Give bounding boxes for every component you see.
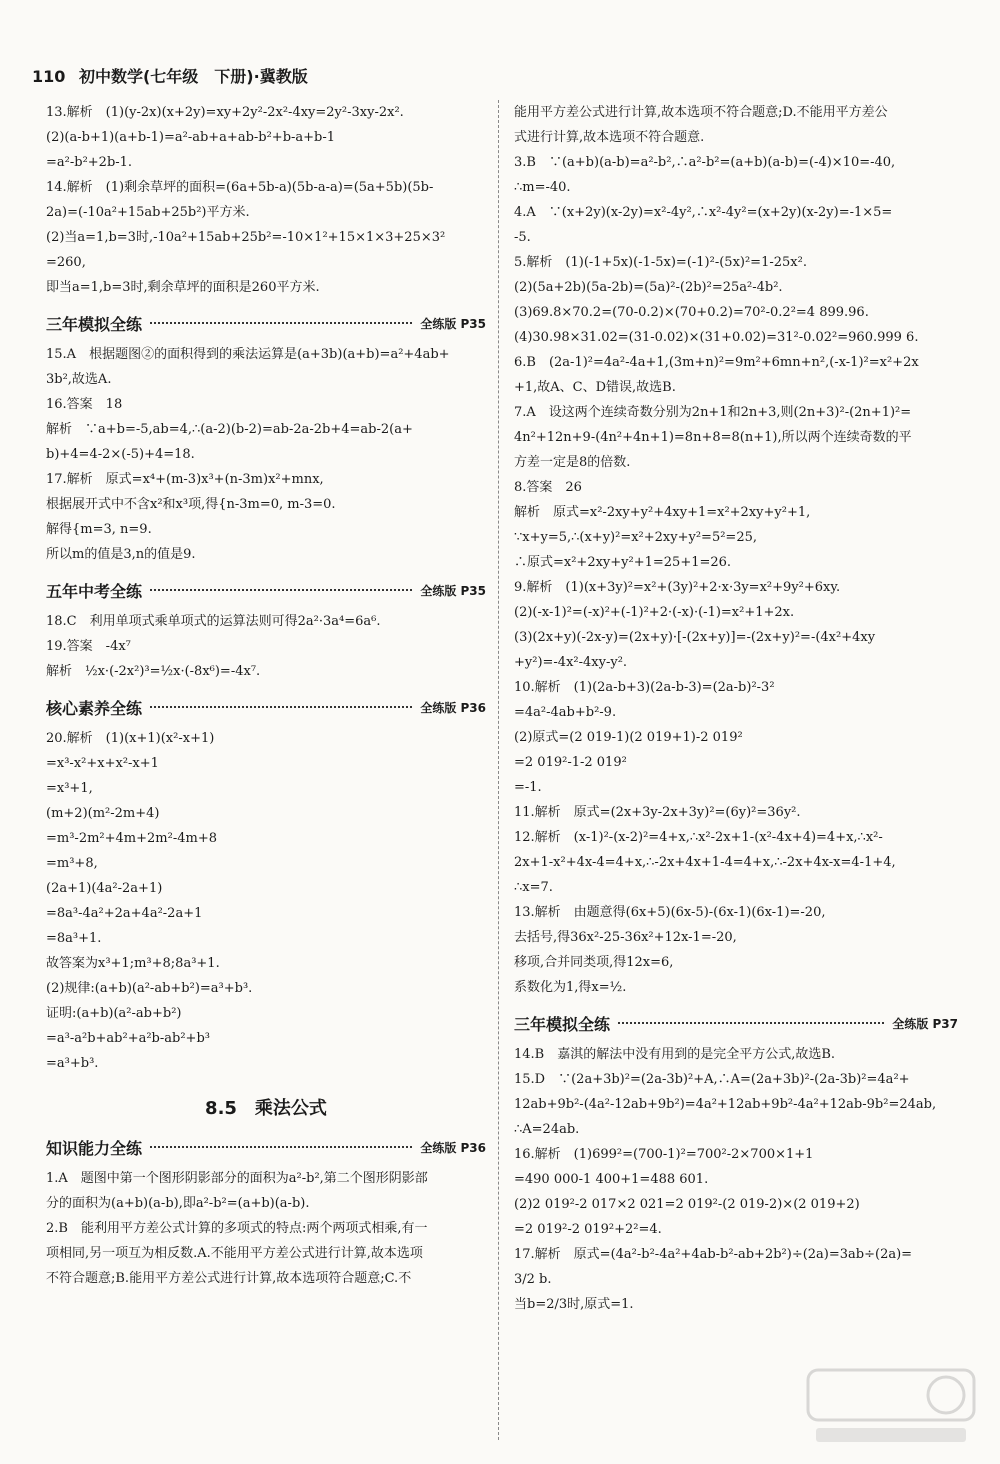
text-line: 20.解析 (1)(x+1)(x²-x+1) (46, 731, 215, 746)
text-line: (2a+1)(4a²-2a+1) (46, 881, 163, 896)
text-line: 2a)=(-10a²+15ab+25b²)平方米. (46, 205, 250, 220)
left-column (46, 100, 486, 1291)
text-line: 能用平方差公式进行计算,故本选项不符合题意;D.不能用平方差公 (514, 105, 888, 120)
section-ref: 全练版 P35 (420, 583, 486, 598)
text-line: =260, (46, 255, 86, 270)
text-line: 14.B 嘉淇的解法中没有用到的是完全平方公式,故选B. (514, 1047, 836, 1062)
text-line: 故答案为x³+1;m³+8;8a³+1. (46, 956, 220, 971)
page-number: 110 (32, 67, 66, 86)
section-ref: 全练版 P36 (420, 700, 486, 715)
column-divider (498, 100, 499, 1440)
text-line: (2)规律:(a+b)(a²-ab+b²)=a³+b³. (46, 981, 253, 996)
text-line: 5.解析 (1)(-1+5x)(-1-5x)=(-1)²-(5x)²=1-25x². (514, 255, 807, 270)
text-line: =2 019²-1-2 019² (514, 755, 627, 770)
dotted-leader (150, 706, 412, 708)
section-ref: 全练版 P35 (420, 316, 486, 331)
text-line: (3)69.8×70.2=(70-0.2)×(70+0.2)=70²-0.2²=4 899.96. (514, 305, 869, 320)
section-header (46, 694, 486, 720)
text-line: 证明:(a+b)(a²-ab+b²) (46, 1006, 182, 1021)
text-line: +y²)=-4x²-4xy-y². (514, 655, 628, 670)
text-line: =8a³+1. (46, 931, 102, 946)
text-line: ∴A=24ab. (514, 1122, 580, 1137)
text-line: 10.解析 (1)(2a-b+3)(2a-b-3)=(2a-b)²-3² (514, 680, 775, 695)
text-line: 3.B ∵(a+b)(a-b)=a²-b²,∴a²-b²=(a+b)(a-b)=(-4)×10=-40, (514, 155, 896, 170)
section-header (514, 1010, 958, 1036)
section-title: 三年模拟全练 (514, 1014, 611, 1034)
text-line: 方差一定是8的倍数. (514, 455, 631, 470)
text-line: 16.解析 (1)699²=(700-1)²=700²-2×700×1+1 (514, 1147, 814, 1162)
text-line: 14.解析 (1)剩余草坪的面积=(6a+5b-a)(5b-a-a)=(5a+5b)(5b- (46, 180, 434, 195)
text-line: 解得{m=3, n=9. (46, 522, 152, 537)
text-line: 17.解析 原式=(4a²-b²-4a²+4ab-b²-ab+2b²)÷(2a)=3ab÷(2a)= (514, 1247, 913, 1262)
text-line: 4.A ∵(x+2y)(x-2y)=x²-4y²,∴x²-4y²=(x+2y)(x-2y)=-1×5= (514, 205, 893, 220)
page-title: 初中数学(七年级 下册)·冀教版 (78, 67, 308, 86)
text-line: (2)(a-b+1)(a+b-1)=a²-ab+a+ab-b²+b-a+b-1 (46, 130, 336, 145)
right-column (514, 100, 958, 1317)
text-line: =8a³-4a²+2a+4a²-2a+1 (46, 906, 203, 921)
text-line: -5. (514, 230, 531, 245)
text-line: (2)(5a+2b)(5a-2b)=(5a)²-(2b)²=25a²-4b². (514, 280, 783, 295)
text-line: 13.解析 (1)(y-2x)(x+2y)=xy+2y²-2x²-4xy=2y²-3xy-2x². (46, 105, 404, 120)
section-title: 核心素养全练 (46, 698, 143, 718)
section-header (46, 1134, 486, 1160)
text-line: ∵x+y=5,∴(x+y)²=x²+2xy+y²=5²=25, (514, 530, 757, 545)
text-line: (2)当a=1,b=3时,-10a²+15ab+25b²=-10×1²+15×1×3+25×3² (46, 230, 446, 245)
section-header (46, 310, 486, 336)
text-line: =-1. (514, 780, 542, 795)
text-line: 13.解析 由题意得(6x+5)(6x-5)-(6x-1)(6x-1)=-20, (514, 905, 826, 920)
text-line: 2x+1-x²+4x-4=4+x,∴-2x+4x+1-4=4+x,∴-2x+4x-x=4-1+4, (514, 855, 896, 870)
section-ref: 全练版 P37 (892, 1016, 958, 1031)
text-line: 移项,合并同类项,得12x=6, (514, 955, 674, 970)
text-line: ∴m=-40. (514, 180, 571, 195)
text-line: 2.B 能利用平方差公式计算的多项式的特点:两个两项式相乘,有一 (46, 1221, 428, 1236)
text-line: =m³+8, (46, 856, 98, 871)
text-line: ∴x=7. (514, 880, 553, 895)
text-line: 去括号,得36x²-25-36x²+12x-1=-20, (514, 930, 737, 945)
watermark-logo-icon (806, 1368, 976, 1448)
text-line: =x³-x²+x+x²-x+1 (46, 756, 159, 771)
text-line: =m³-2m²+4m+2m²-4m+8 (46, 831, 217, 846)
text-line: =2 019²-2 019²+2²=4. (514, 1222, 662, 1237)
text-line: 17.解析 原式=x⁴+(m-3)x³+(n-3m)x²+mnx, (46, 472, 324, 487)
text-line: 11.解析 原式=(2x+3y-2x+3y)²=(6y)²=36y². (514, 805, 801, 820)
text-line: 所以m的值是3,n的值是9. (46, 547, 196, 562)
text-line: =a²-b²+2b-1. (46, 155, 133, 170)
text-line: 12ab+9b²-(4a²-12ab+9b²)=4a²+12ab+9b²-4a²+12ab-9b²=24ab, (514, 1097, 937, 1112)
dotted-leader (150, 322, 412, 324)
text-line: 根据展开式中不含x²和x³项,得{n-3m=0, m-3=0. (46, 497, 336, 512)
dotted-leader (150, 1146, 412, 1148)
text-line: 4n²+12n+9-(4n²+4n+1)=8n+8=8(n+1),所以两个连续奇数的平 (514, 430, 912, 445)
dotted-leader (150, 589, 412, 591)
text-line: 15.D ∵(2a+3b)²=(2a-3b)²+A,∴A=(2a+3b)²-(2a-3b)²=4a²+ (514, 1072, 910, 1087)
text-line: 18.C 利用单项式乘单项式的运算法则可得2a²·3a⁴=6a⁶. (46, 614, 381, 629)
text-line: =490 000-1 400+1=488 601. (514, 1172, 709, 1187)
text-line: 项相同,另一项互为相反数.A.不能用平方差公式进行计算,故本选项 (46, 1246, 423, 1261)
text-line: (2)2 019²-2 017×2 021=2 019²-(2 019-2)×(2 019+2) (514, 1197, 860, 1212)
text-line: 6.B (2a-1)²=4a²-4a+1,(3m+n)²=9m²+6mn+n²,(-x-1)²=x²+2x (514, 355, 919, 370)
text-line: (2)(-x-1)²=(-x)²+(-1)²+2·(-x)·(-1)=x²+1+2x. (514, 605, 795, 620)
text-line: 19.答案 -4x⁷ (46, 639, 131, 654)
text-line: (4)30.98×31.02=(31-0.02)×(31+0.02)=31²-0.02²=960.999 6. (514, 330, 919, 345)
section-ref: 全练版 P36 (420, 1140, 486, 1155)
text-line: 15.A 根据题图②的面积得到的乘法运算是(a+3b)(a+b)=a²+4ab+ (46, 347, 450, 362)
text-line: (m+2)(m²-2m+4) (46, 806, 160, 821)
text-line: 解析 ½x·(-2x²)³=½x·(-8x⁶)=-4x⁷. (46, 664, 261, 679)
section-title: 三年模拟全练 (46, 314, 143, 334)
section-header (46, 577, 486, 603)
text-line: =x³+1, (46, 781, 93, 796)
chapter-title: 8.5 乘法公式 (205, 1098, 327, 1119)
text-line: 不符合题意;B.能用平方差公式进行计算,故本选项符合题意;C.不 (46, 1271, 412, 1286)
text-line: 系数化为1,得x=½. (514, 980, 627, 995)
text-line: 解析 ∵a+b=-5,ab=4,∴(a-2)(b-2)=ab-2a-2b+4=ab-2(a+ (46, 422, 413, 437)
text-line: 3/2 b. (514, 1272, 552, 1287)
text-line: 3b²,故选A. (46, 372, 112, 387)
text-line: 7.A 设这两个连续奇数分别为2n+1和2n+3,则(2n+3)²-(2n+1)²= (514, 405, 912, 420)
text-line: +1,故A、C、D错误,故选B. (514, 380, 676, 395)
text-line: 分的面积为(a+b)(a-b),即a²-b²=(a+b)(a-b). (46, 1196, 310, 1211)
text-line: 1.A 题图中第一个图形阴影部分的面积为a²-b²,第二个图形阴影部 (46, 1171, 428, 1186)
text-line: 8.答案 26 (514, 480, 582, 495)
text-line: 16.答案 18 (46, 397, 123, 412)
section-title: 知识能力全练 (46, 1138, 143, 1158)
text-line: (2)原式=(2 019-1)(2 019+1)-2 019² (514, 730, 743, 745)
text-line: =a³-a²b+ab²+a²b-ab²+b³ (46, 1031, 210, 1046)
page-header (32, 64, 972, 88)
text-line: b)+4=4-2×(-5)+4=18. (46, 447, 195, 462)
text-line: =4a²-4ab+b²-9. (514, 705, 617, 720)
text-line: (3)(2x+y)(-2x-y)=(2x+y)·[-(2x+y)]=-(2x+y)²=-(4x²+4xy (514, 630, 876, 645)
text-line: 解析 原式=x²-2xy+y²+4xy+1=x²+2xy+y²+1, (514, 505, 811, 520)
text-line: =a³+b³. (46, 1056, 99, 1071)
dotted-leader (618, 1022, 884, 1024)
text-line: 式进行计算,故本选项不符合题意. (514, 130, 705, 145)
text-line: 12.解析 (x-1)²-(x-2)²=4+x,∴x²-2x+1-(x²-4x+4)=4+x,∴x²- (514, 830, 883, 845)
text-line: 当b=2/3时,原式=1. (514, 1297, 634, 1312)
section-title: 五年中考全练 (46, 581, 143, 601)
text-line: 9.解析 (1)(x+3y)²=x²+(3y)²+2·x·3y=x²+9y²+6xy. (514, 580, 841, 595)
text-line: 即当a=1,b=3时,剩余草坪的面积是260平方米. (46, 280, 320, 295)
text-line: ∴原式=x²+2xy+y²+1=25+1=26. (514, 555, 732, 570)
